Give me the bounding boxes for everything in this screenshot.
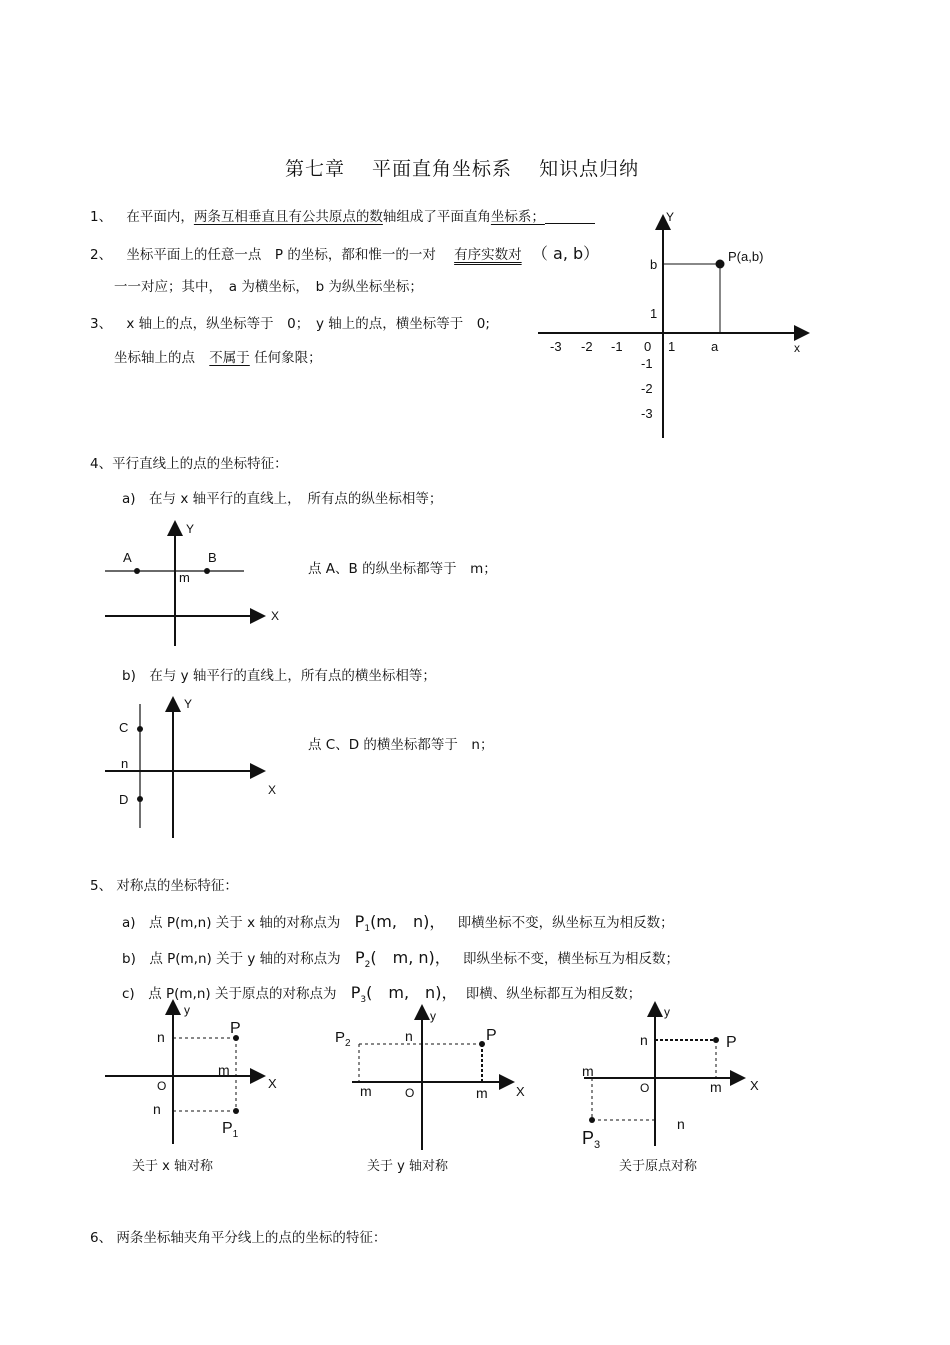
- graph-1-p1-label: [222, 1120, 239, 1140]
- graph-1-y-label: y: [184, 1003, 190, 1017]
- graph-4a-a-label: A: [123, 550, 132, 565]
- graph-4b-n-label: n: [121, 756, 129, 771]
- graph-1-p1-sub: 1: [232, 1129, 239, 1140]
- graph-3-p-label: P: [726, 1034, 737, 1051]
- graph-3-n-top: n: [640, 1032, 648, 1048]
- graph-2-origin: O: [405, 1086, 415, 1100]
- item-4a-text: a) 在与 x 轴平行的直线上， 所有点的纵坐标相等；: [122, 491, 443, 507]
- item-3-number: 3、: [90, 316, 113, 332]
- graph-1-n-bottom: n: [153, 1101, 161, 1117]
- item-5a-prefix: a) 点 P(m,n) 关于 x 轴的对称点为: [122, 915, 341, 931]
- graph-4a-b-label: B: [208, 550, 217, 565]
- item-5c-explanation: 即横、纵坐标都互为相反数；: [465, 986, 642, 1002]
- item-6-heading: 6、 两条坐标轴夹角平分线上的点的坐标的特征：: [90, 1230, 387, 1246]
- graph-x-symmetry: [105, 1003, 277, 1144]
- graph-4a-m-label: m: [179, 570, 190, 585]
- graph-4b-x-label: X: [268, 783, 277, 797]
- item-1-underline-2: 公共原点的数: [301, 209, 383, 225]
- graph-3-n-bottom: n: [677, 1116, 685, 1132]
- graph-2-p-label: P: [486, 1027, 497, 1044]
- item-4b-text: b) 在与 y 轴平行的直线上，所有点的横坐标相等；: [122, 668, 436, 684]
- graph-1-p1-letter: P: [222, 1120, 233, 1137]
- item-5b-prefix: b) 点 P(m,n) 关于 y 轴的对称点为: [122, 951, 341, 967]
- graph-origin-symmetry: [582, 1005, 759, 1151]
- graph-3-m-left: m: [582, 1063, 594, 1079]
- graph-2-y-label: y: [430, 1009, 436, 1023]
- main-x-one: 1: [668, 339, 676, 354]
- graph-3-y-label: y: [664, 1005, 670, 1019]
- item-5-heading: 5、 对称点的坐标特征：: [90, 878, 238, 894]
- y-tick-label: -2: [641, 381, 653, 396]
- item-2-answer: 有序实数对: [454, 247, 522, 263]
- graph-1-n-top: n: [157, 1029, 165, 1045]
- graph-4a-y-label: Y: [186, 522, 195, 536]
- graph-3-p3-sub: 3: [594, 1139, 601, 1151]
- caption-y-symmetry: 关于 y 轴对称: [367, 1159, 448, 1174]
- main-a-label: a: [711, 339, 719, 354]
- item-5c-p: P: [350, 983, 361, 1002]
- graph-1-p-label: P: [230, 1020, 241, 1037]
- y-tick-label: -3: [641, 406, 653, 421]
- graph-y-symmetry: [335, 1008, 525, 1150]
- item-5c-prefix: c) 点 P(m,n) 关于原点的对称点为: [122, 986, 337, 1002]
- item-5b-explanation: 即纵坐标不变，横坐标互为相反数；: [463, 951, 680, 967]
- x-tick-label: -2: [581, 339, 593, 354]
- item-1-middle: 轴组成了平面直角: [382, 209, 491, 225]
- item-3-answer: 不属于: [209, 350, 250, 366]
- item-5b-coord: ( m, n)，: [370, 948, 451, 967]
- graph-3-origin: O: [640, 1081, 650, 1095]
- graph-2-p2-sub: 2: [345, 1038, 351, 1049]
- caption-x-symmetry: 关于 x 轴对称: [132, 1159, 213, 1174]
- graph-4a-x-label: X: [271, 609, 280, 623]
- item-5c-coord: ( m, n)，: [366, 983, 458, 1002]
- item-5b-sub: 2: [364, 960, 371, 971]
- x-tick-label: -1: [611, 339, 623, 354]
- item-5a-coord: (m, n)，: [370, 912, 446, 931]
- main-origin-label: 0: [644, 339, 652, 354]
- item-2-text: 坐标平面上的任意一点 P 的坐标，都和惟一的一对: [126, 247, 436, 263]
- caption-origin-symmetry: 关于原点对称: [619, 1159, 698, 1174]
- graph-2-m-left: m: [360, 1083, 372, 1099]
- main-b-label: b: [650, 257, 658, 272]
- graph-2-p2-label: [335, 1029, 351, 1049]
- item-1-underline-1: 两条互相垂直且有: [193, 209, 302, 225]
- item-1-prefix: 在平面内，: [126, 209, 194, 225]
- graph-4b-y-label: Y: [184, 697, 193, 711]
- item-5c-sub: 3: [360, 995, 367, 1006]
- graph-2-n: n: [405, 1028, 413, 1044]
- graph-2-point-p: [479, 1041, 485, 1047]
- main-x-label: x: [794, 341, 800, 355]
- x-tick-label: -3: [550, 339, 562, 354]
- graph-2-m-right: m: [476, 1085, 488, 1101]
- item-2-pair: （ a, b）: [531, 244, 600, 263]
- item-5a-explanation: 即横坐标不变，纵坐标互为相反数；: [457, 915, 674, 931]
- graph-1-point-p1: [233, 1108, 239, 1114]
- graph-4b-d-label: D: [119, 792, 129, 807]
- item-3-suffix: 任何象限；: [254, 350, 322, 366]
- graph-1-origin: O: [157, 1079, 167, 1093]
- item-4b-note: 点 C、D 的横坐标都等于 n；: [308, 737, 494, 753]
- item-5a-sub: 1: [364, 924, 371, 935]
- page-title: 第七章 平面直角坐标系 知识点归纳: [285, 158, 640, 180]
- item-4a-note: 点 A、B 的纵坐标都等于 m；: [308, 561, 497, 577]
- item-1-underline-3: 坐标系；: [490, 209, 545, 225]
- item-1-number: 1、: [90, 209, 113, 225]
- graph-3-p3-letter: P: [582, 1128, 595, 1148]
- graph-3-m-right: m: [710, 1079, 722, 1095]
- graph-3-x-label: X: [750, 1078, 759, 1093]
- graph-3-point-p: [713, 1037, 719, 1043]
- item-2-line-2: 一一对应；其中， a 为横坐标， b 为纵坐标坐标；: [114, 279, 423, 295]
- item-5b-p: P: [354, 948, 365, 967]
- item-3-prefix: 坐标轴上的点: [114, 350, 195, 366]
- main-y-label: Y: [666, 210, 675, 224]
- main-y-one: 1: [650, 306, 658, 321]
- graph-3-point-p3: [589, 1117, 595, 1123]
- item-3-text: x 轴上的点，纵坐标等于 0； y 轴上的点，横坐标等于 0;: [126, 316, 490, 332]
- item-5a-p: P: [354, 912, 365, 931]
- main-point-label: P(a,b): [728, 249, 764, 264]
- graph-3-p3-label: [582, 1128, 600, 1151]
- graph-1-x-label: X: [268, 1076, 277, 1091]
- graph-1-m: m: [218, 1062, 230, 1078]
- item-4-heading: 4、平行直线上的点的坐标特征：: [90, 456, 288, 472]
- y-tick-label: -1: [641, 356, 653, 371]
- graph-2-p2-letter: P: [335, 1029, 346, 1046]
- item-2-number: 2、: [90, 247, 113, 263]
- graph-2-x-label: X: [516, 1084, 525, 1099]
- graph-4b-c-label: C: [119, 720, 129, 735]
